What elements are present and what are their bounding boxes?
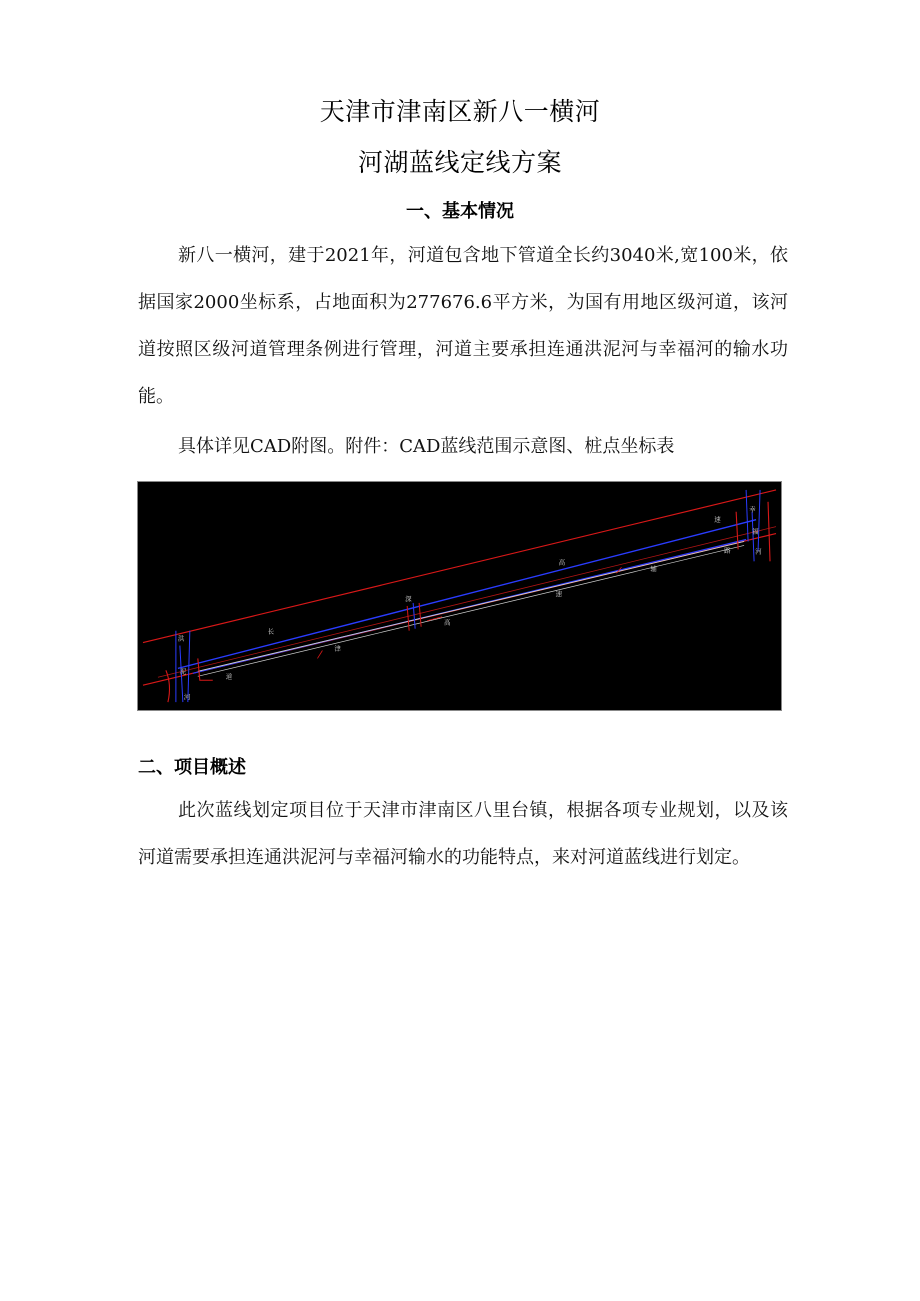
section-2-paragraph-1: 此次蓝线划定项目位于天津市津南区八里台镇，根据各项专业规划，以及该河道需要承担连通洪泥河与幸福河输水的功能特点，来对河道蓝线进行划定。: [138, 800, 788, 868]
cad-label: 速: [714, 515, 721, 524]
document-title-line-2: 河湖蓝线定线方案: [357, 148, 562, 177]
blue-line-upper: [178, 520, 756, 669]
cad-label: 津: [334, 644, 341, 653]
cad-label: 洪: [177, 634, 185, 643]
red-boundary-top: [143, 490, 776, 643]
cad-label: 道: [225, 672, 233, 681]
cad-label: 长: [267, 627, 275, 636]
cad-label: 路: [724, 546, 731, 555]
cad-label: 幸: [749, 505, 756, 514]
cad-label: 速: [555, 590, 563, 598]
cad-label: 泥: [179, 667, 187, 676]
cad-blue-line-figure: [137, 481, 782, 711]
cad-label: 辅: [650, 565, 657, 574]
section-1-paragraph-2: 具体详见CAD附图。附件：CAD蓝线范围示意图、桩点坐标表: [178, 436, 675, 457]
cad-label: 深: [405, 594, 412, 603]
section-1-heading: 一、基本情况: [406, 201, 514, 222]
road-edge-1: [198, 541, 744, 671]
road-edge-2: [198, 545, 744, 676]
cad-label: 高: [558, 558, 566, 567]
cad-label: 河: [183, 693, 191, 702]
section-1-paragraph-1: 新八一横河，建于2021年，河道包含地下管道全长约3040米,宽100米，依据国家2000坐标系，占地面积为277676.6平方米，为国有用地区级河道，该河道按照区级河道管理条例进行管理，河道主要承担连通洪泥河与幸福河的输水功能。: [138, 245, 788, 407]
cad-label: 河: [755, 547, 762, 556]
cad-label: 福: [752, 527, 759, 536]
document-title-line-1: 天津市津南区新八一横河: [319, 97, 601, 126]
section-2-heading: 二、项目概述: [138, 757, 246, 778]
cad-label: 高: [444, 618, 451, 627]
cad-drawing: [138, 482, 781, 710]
red-boundary-inner: [158, 527, 776, 681]
